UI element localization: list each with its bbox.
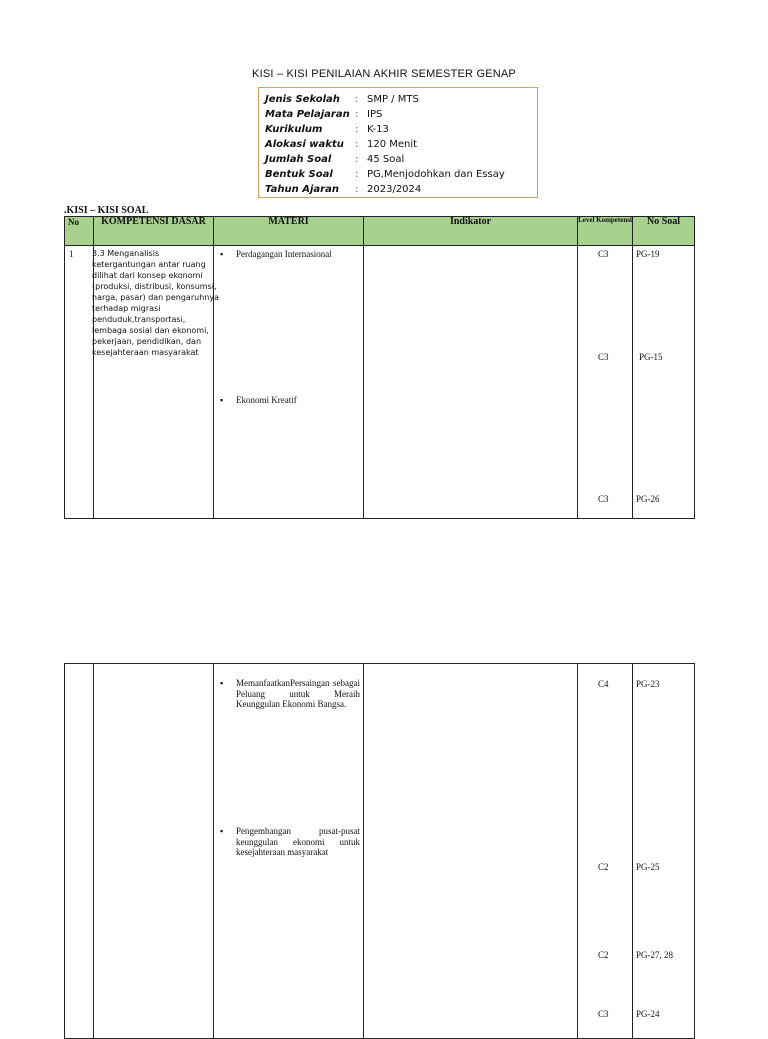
info-label: Jumlah Soal [265,154,332,165]
header-nosoal: No Soal [633,217,695,246]
info-colon: : [355,124,359,135]
table-row [65,246,695,519]
header-indikator: Indikator [364,217,578,246]
cell-materi [214,664,364,1039]
nosoal-value: PG-15 [639,352,663,362]
info-colon: : [355,154,359,165]
level-value: C3 [598,249,609,259]
cell-indikator [364,246,578,519]
level-value: C3 [598,352,609,362]
info-label: Tahun Ajaran [265,184,339,195]
kompetensi-text: 3.3 Menganalisis ketergantungan antar ruang dilihat dari konsep ekonomi (produksi, distribusi, konsumsi, harga, pasar) dan pengaruhnya terhadap migrasi penduduk,transportasi, lembaga sosial dan ekonomi, pekerjaan, pendidikan, dan kesejahteraan masyarakat [92,249,219,357]
header-level: Level Kompetensi [578,217,633,246]
header-materi: MATERI [214,217,364,246]
cell-level [578,246,633,519]
table-row [65,664,695,1039]
nosoal-value: PG-27, 28 [636,950,674,960]
cell-materi [214,246,364,519]
nosoal-value: PG-25 [636,862,660,872]
cell-indikator [364,664,578,1039]
cell-no [65,664,94,1039]
nosoal-value: PG-24 [636,1009,660,1019]
kisi-table-page1 [64,216,695,519]
header-no: No [65,217,94,246]
materi-label: MemanfaatkanPersaingan sebagai Peluang untuk Meraih Keunggulan Ekonomi Bangsa. [236,678,360,709]
level-value: C2 [598,862,609,872]
info-value: K-13 [367,124,389,135]
bullet-icon: ▪ [220,395,224,405]
info-value: 120 Menit [367,139,418,150]
info-value: 2023/2024 [367,184,422,195]
info-colon: : [355,109,359,120]
cell-nosoal [633,664,695,1039]
bullet-icon: ▪ [220,678,224,688]
cell-kompetensi [94,664,214,1039]
kisi-table-page2 [64,663,695,1039]
table-header-row [65,217,695,246]
materi-label: Pengembangan pusat-pusat keunggulan ekonomi untuk kesejahteraan masyarakat [236,826,360,857]
info-label: Alokasi waktu [265,139,344,150]
nosoal-value: PG-23 [636,679,660,689]
info-label: Bentuk Soal [265,169,333,180]
cell-nosoal [633,246,695,519]
info-colon: : [355,94,359,105]
cell-no [65,246,94,519]
level-value: C4 [598,679,609,689]
level-value: C2 [598,950,609,960]
cell-kompetensi [92,246,219,519]
info-value: PG,Menjodohkan dan Essay [367,169,505,180]
section-title: .KISI – KISI SOAL [64,205,149,216]
materi-label: Perdagangan Internasional [236,249,332,259]
nosoal-value: PG-26 [636,494,660,504]
info-label: Kurikulum [265,124,323,135]
level-value: C3 [598,494,609,504]
info-colon: : [355,169,359,180]
info-colon: : [355,184,359,195]
info-label: Jenis Sekolah [265,94,340,105]
info-label: Mata Pelajaran [265,109,350,120]
level-value: C3 [598,1009,609,1019]
school-info-box [258,87,538,198]
info-value: SMP / MTS [367,94,419,105]
nosoal-value: PG-19 [636,249,660,259]
row-number: 1 [69,249,74,259]
bullet-icon: ▪ [220,826,224,836]
info-value: 45 Soal [367,154,405,165]
info-colon: : [355,139,359,150]
bullet-icon: ▪ [220,249,224,259]
materi-label: Ekonomi Kreatif [236,395,297,405]
header-kompetensi: KOMPETENSI DASAR [94,217,214,246]
cell-level [578,664,633,1039]
info-value: IPS [367,109,383,120]
page-title: KISI – KISI PENILAIAN AKHIR SEMESTER GENAP [252,68,516,80]
